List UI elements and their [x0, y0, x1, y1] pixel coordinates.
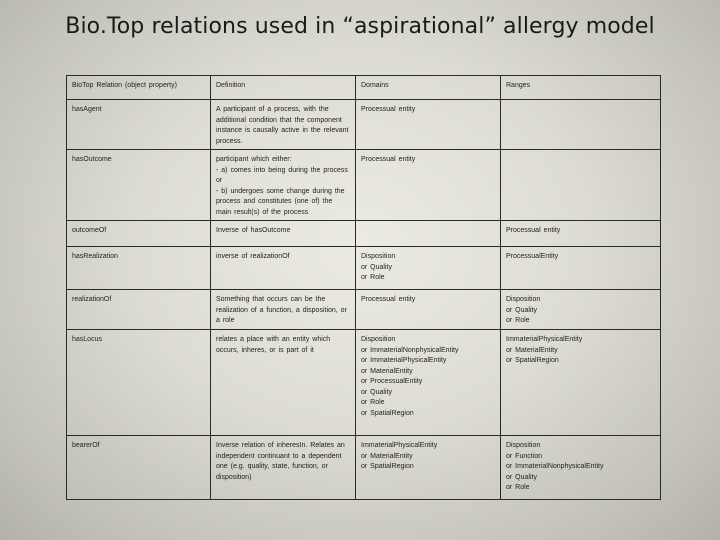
domains-cell — [356, 221, 501, 247]
table-header-row — [67, 76, 661, 100]
domains-line: or ImmaterialPhysicalEntity — [361, 357, 447, 364]
definition-line: - b) undergoes some change during the process and constitutes (one of) the main result(s) of the process — [216, 187, 345, 216]
table-row — [67, 221, 661, 247]
ranges-cell — [501, 330, 661, 436]
domains-line: or MaterialEntity — [361, 367, 413, 375]
definition-cell — [211, 436, 356, 500]
ranges-cell — [501, 247, 661, 290]
ranges-cell — [501, 150, 661, 221]
domains-line: Processual entity — [361, 106, 416, 113]
definition-cell — [211, 150, 356, 221]
definition-cell — [211, 221, 356, 247]
ranges-line: or SpatialRegion — [506, 357, 559, 364]
ranges-line: or Quality — [506, 473, 537, 481]
table-row — [67, 290, 661, 330]
relation-name-cell: hasLocus — [67, 330, 211, 436]
ranges-line: ProcessualEntity — [506, 253, 559, 260]
header-relation: BioTop Relation (object property) — [67, 76, 211, 100]
table-row — [67, 150, 661, 221]
table-row — [67, 436, 661, 500]
relation-name-cell: hasRealization — [67, 247, 211, 290]
header-ranges: Ranges — [501, 76, 661, 100]
header-definition: Definition — [211, 76, 356, 100]
domains-cell — [356, 247, 501, 290]
relations-table — [66, 75, 661, 500]
slide-title: Bio.Top relations used in “aspirational” allergy model — [65, 14, 655, 39]
definition-cell — [211, 100, 356, 150]
definition-line: participant which either: — [216, 156, 292, 163]
ranges-cell — [501, 290, 661, 330]
definition-line: Inverse relation of inheresIn. Relates an independent continuant to a dependent one (e.g. quality, state, function, or disposition) — [216, 442, 345, 481]
ranges-line: or Function — [506, 452, 543, 460]
relation-name-cell: bearerOf — [67, 436, 211, 500]
relation-name-cell: hasOutcome — [67, 150, 211, 221]
ranges-line: or MaterialEntity — [506, 346, 558, 354]
definition-line: inverse of realizationOf — [216, 253, 290, 260]
table-row — [67, 330, 661, 436]
domains-line: Disposition — [361, 253, 396, 260]
ranges-line: Disposition — [506, 296, 541, 303]
relation-name-cell: hasAgent — [67, 100, 211, 150]
domains-line: or ImmaterialNonphysicalEntity — [361, 346, 459, 354]
ranges-cell — [501, 221, 661, 247]
domains-cell — [356, 436, 501, 500]
ranges-line: or Quality — [506, 306, 537, 314]
definition-cell — [211, 330, 356, 436]
domains-line: or Quality — [361, 263, 392, 271]
ranges-line: or ImmaterialNonphysicalEntity — [506, 463, 604, 470]
domains-line: ImmaterialPhysicalEntity — [361, 442, 438, 449]
definition-line: relates a place with an entity which occurs, inheres, or is part of it — [216, 336, 331, 354]
domains-cell — [356, 290, 501, 330]
ranges-line: or Role — [506, 317, 530, 324]
domains-line: Processual entity — [361, 156, 416, 163]
ranges-cell — [501, 100, 661, 150]
domains-line: or MaterialEntity — [361, 452, 413, 460]
domains-line: or SpatialRegion — [361, 409, 414, 417]
domains-cell — [356, 100, 501, 150]
ranges-line: Processual entity — [506, 227, 561, 234]
definition-line: Inverse of hasOutcome — [216, 227, 291, 234]
definition-cell — [211, 247, 356, 290]
domains-line: or Role — [361, 399, 385, 406]
domains-cell — [356, 150, 501, 221]
definition-line: Something that occurs can be the realization of a function, a disposition, or a role — [216, 296, 347, 324]
domains-cell — [356, 330, 501, 436]
domains-line: or Role — [361, 274, 385, 281]
ranges-line: Disposition — [506, 442, 541, 449]
ranges-line: ImmaterialPhysicalEntity — [506, 336, 583, 343]
definition-line: A participant of a process, with the additional condition that the component instance is causally active in the relevant process. — [216, 106, 349, 145]
definition-cell — [211, 290, 356, 330]
domains-line: or ProcessualEntity — [361, 378, 423, 385]
table-row — [67, 247, 661, 290]
relation-name-cell: outcomeOf — [67, 221, 211, 247]
ranges-cell — [501, 436, 661, 500]
domains-line: or Quality — [361, 388, 392, 396]
domains-line: Disposition — [361, 336, 396, 343]
domains-line: or SpatialRegion — [361, 463, 414, 470]
header-domains: Domains — [356, 76, 501, 100]
definition-line: - a) comes into being during the process or — [216, 166, 348, 184]
domains-line: Processual entity — [361, 296, 416, 303]
relation-name-cell: realizationOf — [67, 290, 211, 330]
ranges-line: or Role — [506, 484, 530, 491]
table-row — [67, 100, 661, 150]
